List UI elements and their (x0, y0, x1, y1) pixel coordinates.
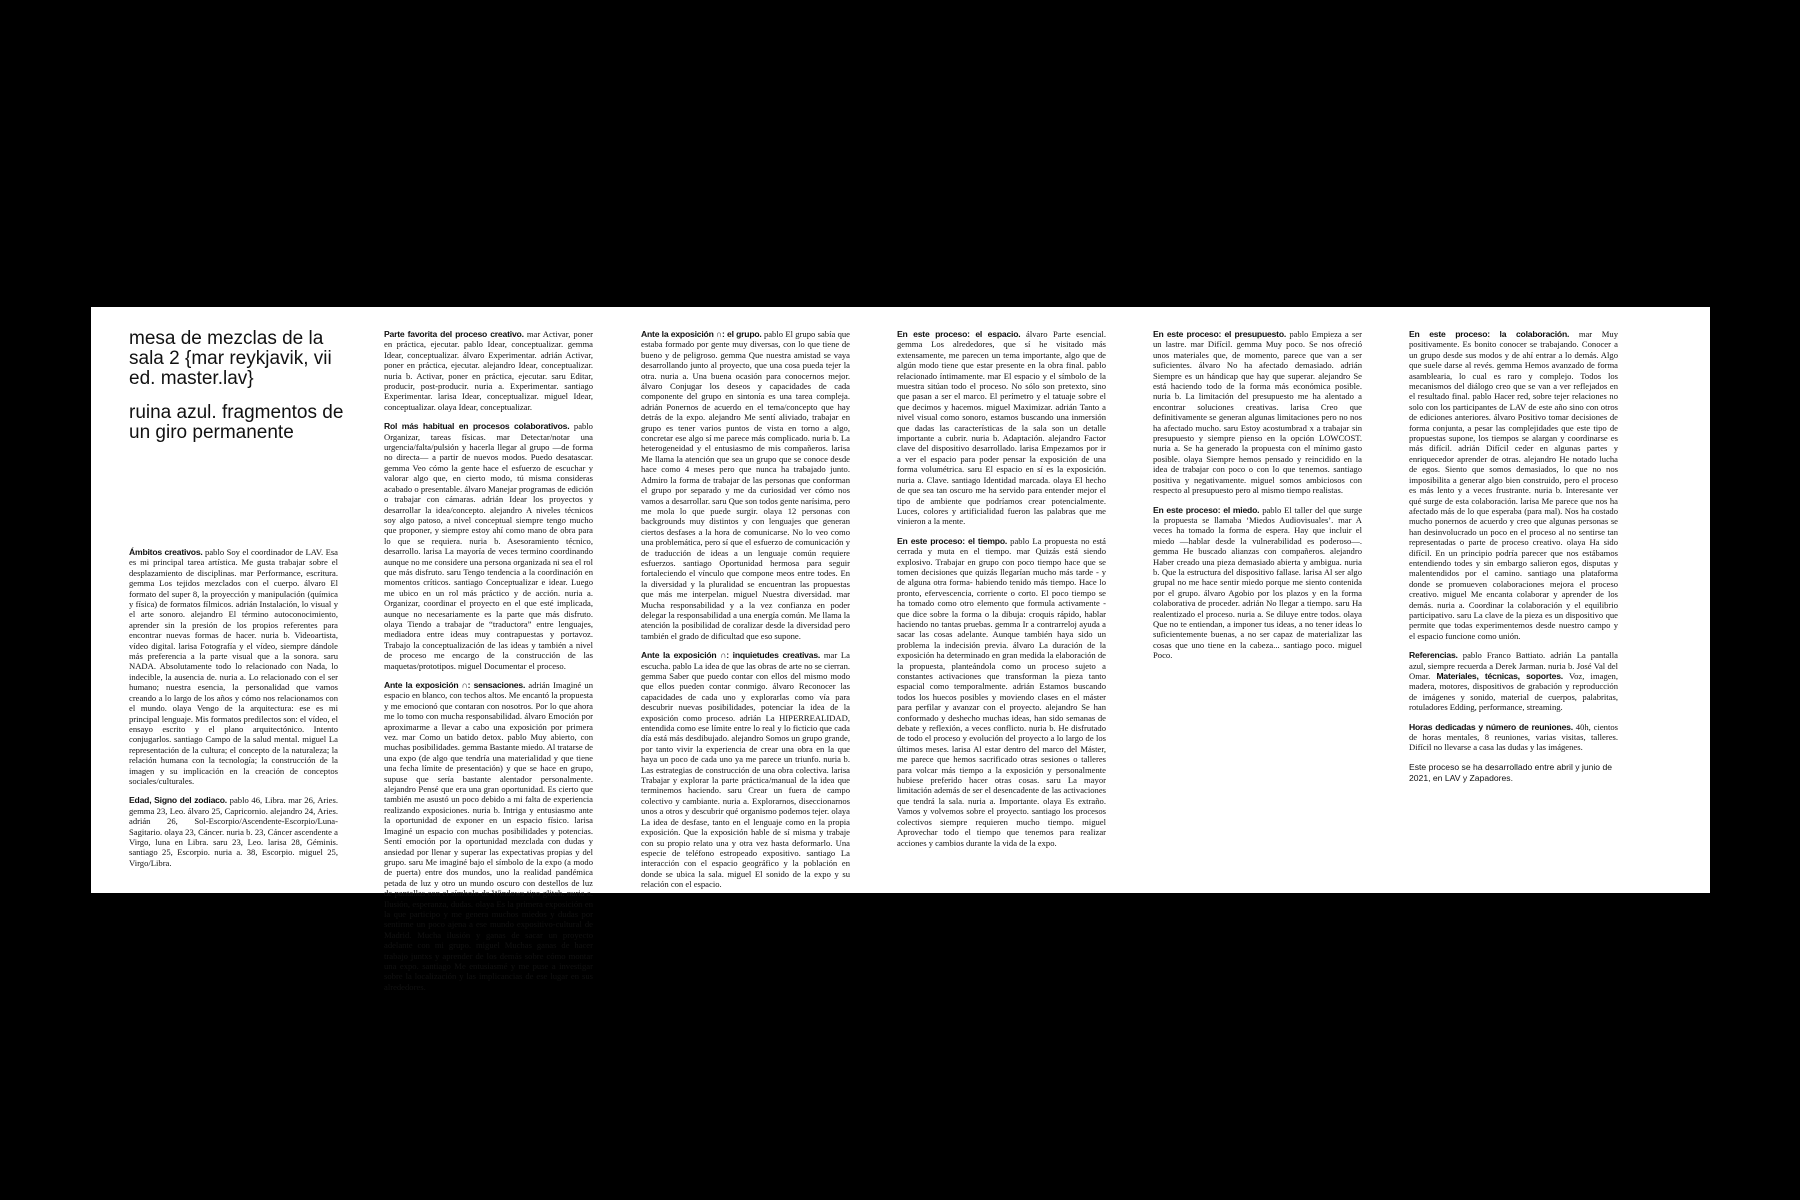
column-6 (1409, 329, 1618, 877)
section-horas (1409, 722, 1618, 753)
closing-note: Este proceso se ha desarrollado entre abril y junio de 2021, en LAV y Zapadores. (1409, 761, 1613, 783)
document-subtitle: ruina azul. fragmentos de un giro permanente (129, 402, 344, 443)
section-heading: Materiales, técnicas, soportes. (1436, 671, 1563, 681)
section-text: pablo 46, Libra. mar 26, Aries. gemma 23, Leo. álvaro 25, Capricornio. alejandro 24, Aries. adrián 26, Sol-Escorpio/Ascendente-Escorpio/Luna-Sagitario. olaya 23, Cáncer. nuria b. 23, Cáncer ascendente a Virgo, luna en Libra. saru 23, Leo. larisa 28, Géminis. santiago 25, Escorpio. nuria a. 38, Escorpio. miguel 25, Virgo/Libra. (129, 795, 338, 868)
section-heading: Ante la exposición ∩: el grupo. (641, 329, 762, 339)
document-title: mesa de mezclas de la sala 2 {mar reykjavik, vii ed. master.lav} (129, 328, 332, 389)
section-grupo (641, 329, 850, 641)
section-heading: En este proceso: el tiempo. (897, 535, 1008, 546)
section-text: adrián Imaginé un espacio en blanco, con techos altos. Me encantó la propuesta y me emocionó que contaran con nosotros. Por lo que ahora me lo tomo con mucha responsabilidad. álvaro Emoción por aproximarme a llevar a cabo una exposición por primera vez. mar Como un batido detox. pablo Muy abierto, con muchas posibilidades. gemma Bastante miedo. Al tratarse de una expo (de algo que tendría una materialidad y que tiene una fecha límite de presentación) y que se hace en grupo, supuse que sería bastante alentador personalmente. alejandro Pensé que era una gran oportunidad. Es cierto que también me asustó un poco debido a mi falta de experiencia realizando exposiciones. nuria b. Intriga y entusiasmo ante la oportunidad de exponer en un espacio físico. larisa Imaginé un espacio con muchas posibilidades y potencias. Sentí emoción por la oportunidad mezclada con dudas y ansiedad por llenar y superar las expectativas propias y del grupo. saru Me imaginé bajo el símbolo de la expo (a modo de puerta) entre dos mundos, uno la realidad pandémica petada de luz y otro un mundo oscuro con destellos de luz de pantallas con el símbolo de Windows tipo glitch. nuria a. Ilusión, esperanza, dudas. olaya Es la primera exposición en la que participo y me genera muchos miedos y dudas por sentirme un poco ajena a ese mundo expositivo-cultural de Madrid. Mucha ilusión y ganas de sacar un proyecto adelante con mi grupo. miguel Muchas ganas de hacer trabajo juntxs y aprender de los demás sobre cómo montar una expo. santiago Me entusiasmé y me puse a investigar sobre la localización y las implicancias de ese lugar en sus alrededores. (384, 680, 593, 992)
section-text: pablo Franco Battiato. adrián La pantalla azul, siempre recuerda a Derek Jarman. nuria b. José Val del Omar. (1409, 650, 1618, 681)
section-heading: Edad, Signo del zodiaco. (129, 795, 227, 806)
section-text: mar La escucha. pablo La idea de que las obras de arte no se cierran. gemma Saber que puedo contar con ellos del mismo modo que ellos pueden contar conmigo. álvaro Reconocer las capacidades de cada uno y explorarlas como vía para descubrir nuevas posibilidades, potenciar la idea de la exposición como proceso. adrián La HIPERREALIDAD, entendida como ese límite entre lo real y lo ficticio que cada día está más desdibujado. alejandro Somos un grupo grande, por tanto vivir la experiencia de crear una obra en la que haya un poco de cada uno ya me parece un triunfo. nuria b. Las estrategias de construcción de una obra colectiva. larisa Trabajar y explorar la parte práctica/manual de la idea que terminemos haciendo. saru Crear un fuera de campo colectivo y cambiante. nuria a. Explorarnos, diseccionarnos unos a otros y descubrir qué organismo podemos tejer. olaya La idea de desfase, tanto en el lenguaje como en la propia exposición. Que la exposición hable de sí misma y trabaje con su propio relato una y otra vez hasta deformarlo. Una especie de teléfono estropeado expositivo. santiago La interacción con el espacio geográfico y la población en donde se ubica la sala. miguel El sonido de la expo y su relación con el espacio. (641, 650, 851, 890)
section-heading: Ámbitos creativos. (129, 547, 203, 557)
section-heading: En este proceso: el miedo. (1153, 504, 1260, 515)
section-heading: En este proceso: el presupuesto. (1153, 329, 1287, 339)
section-text: mar Muy positivamente. Es bonito conocer se trabajando. Conocer a un grupo desde sus modos y de ahí entrar a lo demás. Algo que suele darse al revés. gemma Hemos avanzado de forma asamblearia, lo cual es raro y complejo. Todos los mecanismos del diálogo creo que se van a ver reflejados en el resultado final. pablo Hacer red, sobre tejer relaciones no solo con los participantes de LAV de este año sino con otros de ediciones anteriores. álvaro Positivo tomar decisiones de forma conjunta, a pesar las complejidades que este tipo de propuestas supone, los tiempos se alargan y coordinarse es más difícil. adrián Difícil ceder en algunas partes y enriquecedor aprender de otras. alejandro He notado lucha de egos. Siento que somos demasiados, lo que no nos imposibilita a generar algo bien construido, pero el proceso es más lento y a veces frustrante. nuria b. Interesante ver qué surge de esta colaboración. larisa Me parece que nos ha afectado más de lo que esperaba (para mal). Nos ha costado mucho ponernos de acuerdo y creo que algunas personas se han desinvolucrado un poco en el proceso al no sentirse tan representadas o parte de proceso creativo. olaya Ha sido difícil. En un principio podría parecer que nos estábamos entendiendo todes y sin embargo salieron egos, disputas y malentendidos por el camino. santiago una plataforma donde se promueven colaboraciones mejora el proceso creativo. miguel Me encanta colaborar y aprender de los demás. nuria a. Coordinar la colaboración y el equilibrio participativo. saru La clave de la pieza es un dispositivo que permite que todas experimentemos desde nuestro campo y el espacio funcione como unión. (1409, 329, 1618, 641)
section-text: pablo Empieza a ser un lastre. mar Difícil. gemma Muy poco. Se nos ofreció unos materiales que, de momento, parece que van a ser suficientes. álvaro No ha afectado demasiado. adrián Siempre es un hándicap que hay que superar. alejandro Se está haciendo todo de la forma más económica posible. nuria b. La limitación del presupuesto me ha alentado a encontrar soluciones creativas. larisa Creo que definitivamente se generan algunas limitaciones pero no nos ha afectado mucho. saru Estoy acostumbrad x a trabajar sin presupuesto y siempre pienso en la opción LOWCOST. nuria a. Se ha generado la propuesta con el mínimo gasto posible. olaya Siempre hemos pensado y reincidido en la idea de trabajar con poco o con lo que tenemos. santiago positiva y negativamente. miguel somos ambiciosos con respecto al presupuesto pero al mismo tiempo realistas. (1153, 329, 1362, 496)
section-text: pablo El taller del que surge la propuesta se llamaba ‘Miedos Audiovisuales’. mar A veces ha tomado la forma de espera. Hay que incluir el miedo —hablar desde la vulnerabilidad es poderoso—. gemma He buscado alianzas con compañeros. alejandro Haber creado una pieza demasiado abierta y ambigua. nuria b. Que la estructura del dispositivo fallase. larisa Al ser algo grupal no me hace sentir miedo porque me siento contenida por el grupo. álvaro Agobio por los plazos y en la forma colaborativa de proceder. adrián No llegar a tiempo. saru Ha realentizado el proceso. nuria a. Se diluye entre todos. olaya Que no te entiendan, a imponer tus ideas, a no tener ideas lo suficientemente buenas, a no ser capaz de materializar las cosas que uno tiene en la cabeza... santiago poco. miguel Poco. (1153, 504, 1363, 661)
section-text: mar Activar, poner en práctica, ejecutar. pablo Idear, conceptualizar. gemma Idear, conceptualizar. álvaro Experimentar. adrián Activar, poner en práctica, ejecutar. alejandro Idear, conceptualizar. nuria b. Activar, poner en práctica, ejecutar. saru Editar, producir, post-producir. nuria a. Experimentar. santiago Experimentar. larisa Idear, conceptualizar. miguel Idear, conceptualizar. olaya Idear, conceptualizar. (384, 329, 594, 412)
section-parte-favorita (384, 329, 593, 412)
section-ambitos (129, 547, 338, 786)
column-4 (897, 329, 1106, 877)
section-text: Voz, imagen, madera, motores, dispositivos de grabación y reproducción de imágenes y sonido, material de cuerpos, palabritas, rotuladores Edding, performance, streaming. (1409, 671, 1618, 713)
section-text: pablo Soy el coordinador de LAV. Esa es mi principal tarea artística. Me gusta trabajar sobre el desplazamiento de disciplinas. mar Performance, escritura. gemma Los tejidos mezclados con el cuerpo. álvaro El formato del super 8, la proyección y manipulación (química y física) de formatos fílmicos. adrián Instalación, lo visual y el arte sonoro. alejandro El término autoconocimiento, aprender sin la presión de los propios referentes para encontrar nuevas formas de hacer. nuria b. Videoartista, vídeo digital. larisa Fotografía y el vídeo, siempre dándole más preferencia a la parte visual que a la sonora. saru NADA. Absolutamente todo lo relacionado con Nada, lo indecible, la ausencia de. nuria a. Lo relacionado con el ser humano; nuestra esencia, la personalidad que vamos creando a lo largo de los años y cómo nos relacionamos con el mundo. olaya Vengo de la arquitectura: ese es mi principal lenguaje. Mis formatos predilectos son: el vídeo, el ensayo escrito y el plano arquitectónico. Intento conjugarlos. santiago Campo de la salud mental. miguel La representación de la cultura; el concepto de la naturaleza; la relación humana con la tecnología; la construcción de la imagen y su implicación en la creación de conceptos sociales/culturales. (129, 547, 338, 786)
section-edad (129, 795, 338, 868)
section-heading: En este proceso: la colaboración. (1409, 329, 1570, 339)
document-sheet (91, 307, 1710, 992)
section-text: pablo El grupo sabía que estaba formado por gente muy diversas, con lo que tiene de bueno y de peligroso. gemma Que nuestra amistad se vaya desarrollando junto al proyecto, que una cosa pueda tejer la otra. nuria a. Una buena ocasión para conocernos mejor. álvaro Conjugar los deseos y capacidades de cada componente del grupo en sintonía es una tarea compleja. adrián Ponernos de acuerdo en el tema/concepto que hay detrás de la expo. alejandro Me sentí aliviado, trabajar en grupo es tener varios puntos de vista en torno a algo, concretar ese algo sí me parece más complicado. nuria b. La heterogeneidad y el entusiasmo de mis compañeros. larisa Me llama la atención que sea un grupo que se conoce desde hace como 4 meses pero que nunca ha trabajado junto. Admiro la forma de trabajar de las personas que conforman el grupo por separado y me da curiosidad ver cómo nos vamos a desarrollar. saru Que son todos gente narísima, pero me mola lo que puede surgir. olaya 12 personas con backgrounds muy distintos y con lenguajes que generan ciertos desfases a la hora de comunicarse. No lo veo como una problemática, pero sí que el esfuerzo de comunicación y de traducción de ideas a un lenguaje común requiere esfuerzos. santiago Oportunidad hermosa para seguir fortaleciendo el vínculo que compone meos entre todes. En la diversidad y la pluralidad se encuentran las propuestas que más me interpelan. miguel Nuestra diversidad. mar Mucha responsabilidad y a la vez confianza en poder delegar la responsabilidad a una energía común. Me llama la atención la posibilidad de coralizar desde la diversidad pero también el grado de dificultad que eso supone. (641, 329, 850, 641)
section-presupuesto (1153, 329, 1362, 496)
section-text: pablo La propuesta no está cerrada y muta en el tiempo. mar Quizás está siendo explosivo. Trabajar en grupo con poco tiempo hace que se tomen decisiones que quizás llegarían mucho más tarde - y de alguna otra forma- habiendo tenido más tiempo. Hace lo pronto, efervescencia, corriente o corto. El poco tiempo se ha tomado como otro elemento que formula activamente - que dice sobre la forma o la dibuja: croquis rápido, hablar haciendo no tantas pruebas. gemma Ir a contrarreloj ayuda a sacar las cosas adelante. Aunque también haya sido un problema la indecisión previa. álvaro La duración de la exposición ha determinado en gran medida la elaboración de la propuesta, planteándola como un proceso sujeto a constantes activaciones que transforman la pieza tanto espacial como temporalmente. adrián Estamos buscando todos los huecos posibles y moviendo clases en el máster para perfilar y avanzar con el proyecto. alejandro Se han conformado y deshecho muchas ideas, han sido semanas de debate y reflexión, a veces conflicto. nuria b. He disfrutado de todo el proceso y evolución del proyecto a lo largo de los últimos meses. larisa Al estar dentro del marco del Máster, me parece que hemos sacrificado otras sesiones o talleres para volcar más tiempo a la exposición y personalmente hubiese preferido hacer otras cosas. saru La mayor limitación además de ser el desencadente de las activaciones que tendrá la sala. nuria a. Importante. olaya Es extraño. Vamos y volvemos sobre el proyecto. santiago los procesos colectivos siempre requieren mucho tiempo. miguel Aprovechar todo el tiempo que tenemos para realizar acciones y cambios durante la vida de la expo. (897, 535, 1106, 848)
section-text: álvaro Parte esencial. gemma Los alrededores, que sí he visitado más extensamente, me parecen un tema importante, algo que de algún modo tiene que estar presente en la obra final. pablo relacionado íntimamente. mar El espacio y el símbolo de la muestra sitúan todo el proceso. No sólo son pretexto, sino que pasan a ser el marco. El perímetro y el tatuaje sobre el que decimos y hacemos. miguel Maximizar. adrián Tanto a nivel visual como sonoro, estamos buscando una inmersión que dadas las características de la sala son un detalle importante a cubrir. nuria b. Adaptación. alejandro Factor clave del dispositivo desarrollado. larisa Empezamos por ir a ver el espacio para poder pensar la exposición de una forma volumétrica. saru El espacio en sí es la exposición. nuria a. Clave. santiago Identidad marcada. olaya El hecho de que sea tan oscuro me ha servido para entender mejor el tipo de ambiente que podríamos crear potencialmente. Luces, colores y artificialidad fueron las palabras que me vinieron a la mente. (897, 329, 1107, 527)
section-text: pablo Organizar, tareas físicas. mar Detectar/notar una urgencia/falta/pulsión y hacerla llegar al grupo —de forma no directa— a partir de nuevos modos. Puedo desatascar. gemma Veo cómo la gente hace el esfuerzo de escuchar y valorar algo que, en cierto modo, tú misma consideras acabado o presentable. álvaro Manejar programas de edición o trabajar con cámaras. adrián Idear los proyectos y desarrollar la idea/concepto. alejandro A niveles técnicos soy algo patoso, a nivel conceptual siempre tengo mucho que proponer, y siempre estoy ahí como mano de obra para lo que se requiera. nuria b. Asesoramiento técnico, desarrollo. larisa La mayoría de veces termino coordinando aunque no me considere una persona organizada ni sea el rol que más disfruto. saru Tengo tendencia a la coordinación en momentos críticos. santiago Conceptualizar e idear. Luego me ubico en un rol más práctico y de acción. nuria a. Organizar, coordinar el proyecto en el que esté implicada, aunque no necesariamente es la parte que más disfruto. olaya Tiendo a trabajar de “traductora” entre lenguajes, mediadora entre ideas muy contrapuestas y portavoz. Trabajo la conceptualización de las ideas y también a nivel de proceso me encargo de la construcción de las maquetas/prototipos. miguel Documentar el proceso. (384, 421, 593, 671)
section-sensaciones (384, 680, 593, 992)
section-heading: Parte favorita del proceso creativo. (384, 329, 524, 339)
section-heading: Referencias. (1409, 650, 1458, 661)
column-5 (1153, 329, 1362, 877)
section-rol (384, 421, 593, 671)
section-inquietudes (641, 650, 850, 889)
column-2 (384, 329, 594, 992)
section-espacio (897, 329, 1106, 527)
column-3 (641, 329, 851, 890)
section-referencias (1409, 650, 1618, 712)
section-text: 40h, cientos de horas mentales, 8 reuniones, varias visitas, talleres. Difícil no llevarse a casa las dudas y las imágenes. (1409, 721, 1618, 753)
section-heading: En este proceso: el espacio. (897, 329, 1021, 339)
column-1 (129, 547, 338, 887)
section-colaboracion (1409, 329, 1618, 641)
section-heading: Rol más habitual en procesos colaborativos. (384, 421, 570, 432)
section-miedo (1153, 505, 1362, 661)
section-tiempo (897, 536, 1106, 848)
title-block (129, 329, 359, 457)
section-heading: Ante la exposición ∩: sensaciones. (384, 680, 526, 690)
section-heading: Horas dedicadas y número de reuniones. (1409, 721, 1573, 732)
section-heading: Ante la exposición ∩: inquietudes creativas. (641, 650, 821, 661)
